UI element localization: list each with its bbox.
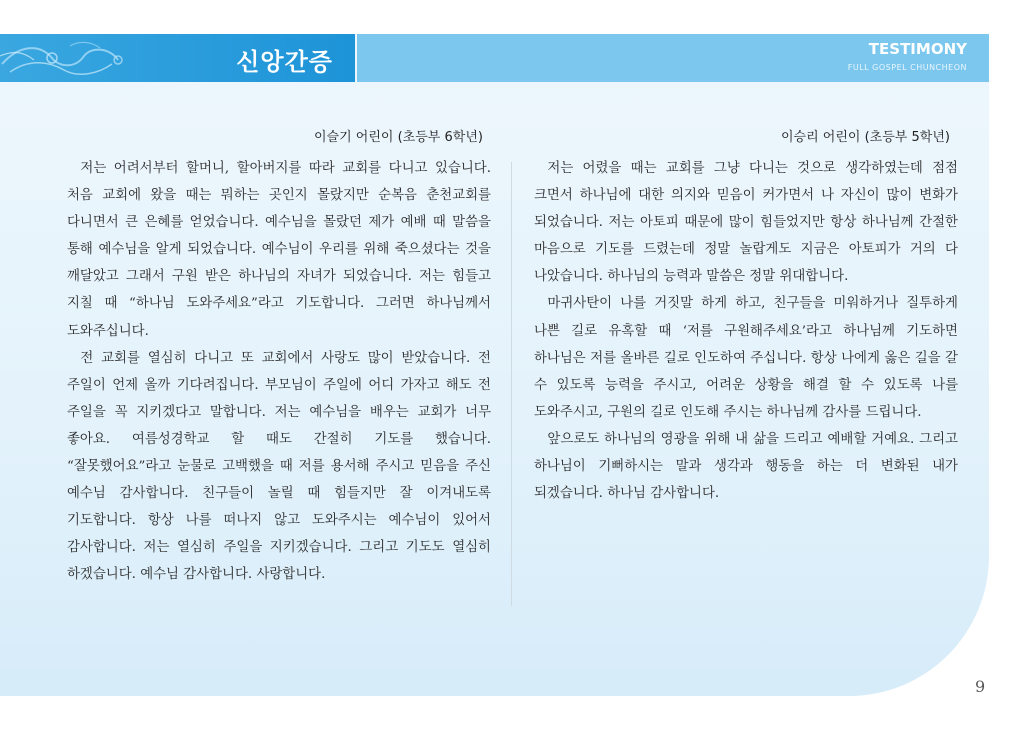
testimony-paragraph: 전 교회를 열심히 다니고 또 교회에서 사랑도 많이 받았습니다. 전 주일이 언제 올까 기다려집니다. 부모님이 주일에 어디 가자고 해도 전 주일을 꼭 지키겠다고 말합니다. 저는 예수님을 배우는 교회가 너무 좋아요. 여름성경학교 할 때도 간절히 기도를 했습니다. “잘못했어요”라고 눈물로 고백했을 때 저를 용서해 주시고 믿음을 주신 예수님 감사합니다. 친구들이 놀릴 때 힘들지만 잘 이겨내도록 기도합니다. 항상 나를 떠나지 않고 도와주시는 예수님이 있어서 감사합니다. 저는 열심히 주일을 지키겠습니다. 그리고 기도도 열심히 하겠습니다. 예수님 감사합니다. 사랑합니다. bbox=[67, 350, 491, 583]
testimony-paragraph: 저는 어려서부터 할머니, 할아버지를 따라 교회를 다니고 있습니다. 처음 교회에 왔을 때는 뭐하는 곳인지 몰랐지만 순복음 춘천교회를 다니면서 큰 은혜를 얻었습니다. 예수님을 몰랐던 제가 예배 때 말씀을 통해 예수님을 알게 되었습니다. 예수님이 우리를 위해 죽으셨다는 것을 깨달았고 그래서 구원 받은 하나님의 자녀가 되었습니다. 저는 힘들고 지칠 때 “하나님 도와주세요”라고 기도합니다. 그러면 하나님께서 도와주십니다. bbox=[67, 161, 491, 339]
column-divider bbox=[511, 162, 512, 606]
left-testimony-column bbox=[67, 155, 491, 589]
page-number: 9 bbox=[975, 677, 986, 696]
header-title-bar bbox=[0, 34, 355, 82]
section-title: 신앙간증 bbox=[236, 48, 333, 76]
testimony-paragraph: 앞으로도 하나님의 영광을 위해 내 삶을 드리고 예배할 거예요. 그리고 하나님이 기뻐하시는 말과 생각과 행동을 하는 더 변화된 내가 되겠습니다. 하나님 감사합니다. bbox=[534, 431, 958, 502]
english-title: TESTIMONY bbox=[868, 40, 967, 58]
header-english-bar bbox=[357, 34, 989, 82]
right-testimony-column bbox=[534, 155, 958, 507]
testimony-paragraph: 저는 어렸을 때는 교회를 그냥 다니는 것으로 생각하였는데 점점 크면서 하나님에 대한 의지와 믿음이 커가면서 나 자신이 많이 변화가 되었습니다. 저는 아토피 때문에 많이 힘들었지만 항상 하나님께 간절한 마음으로 기도를 드렸는데 정말 놀랍게도 지금은 아토피가 거의 다 나았습니다. 하나님의 능력과 말씀은 정말 위대합니다. bbox=[534, 161, 958, 285]
decorative-swirl-icon bbox=[0, 34, 160, 82]
church-name: FULL GOSPEL CHUNCHEON bbox=[847, 63, 967, 72]
right-author: 이승리 어린이 (초등부 5학년) bbox=[781, 130, 950, 145]
left-author: 이슬기 어린이 (초등부 6학년) bbox=[314, 130, 483, 145]
testimony-paragraph: 마귀사탄이 나를 거짓말 하게 하고, 친구들을 미워하거나 질투하게 나쁜 길로 유혹할 때 ‘저를 구원해주세요’라고 하나님께 기도하면 하나님은 저를 올바른 길로 인도하여 주십니다. 항상 나에게 옳은 길을 갈 수 있도록 능력을 주시고, 어려운 상황을 해결 할 수 있도록 나를 도와주시고, 구원의 길로 인도해 주시는 하나님께 감사를 드립니다. bbox=[534, 296, 958, 420]
